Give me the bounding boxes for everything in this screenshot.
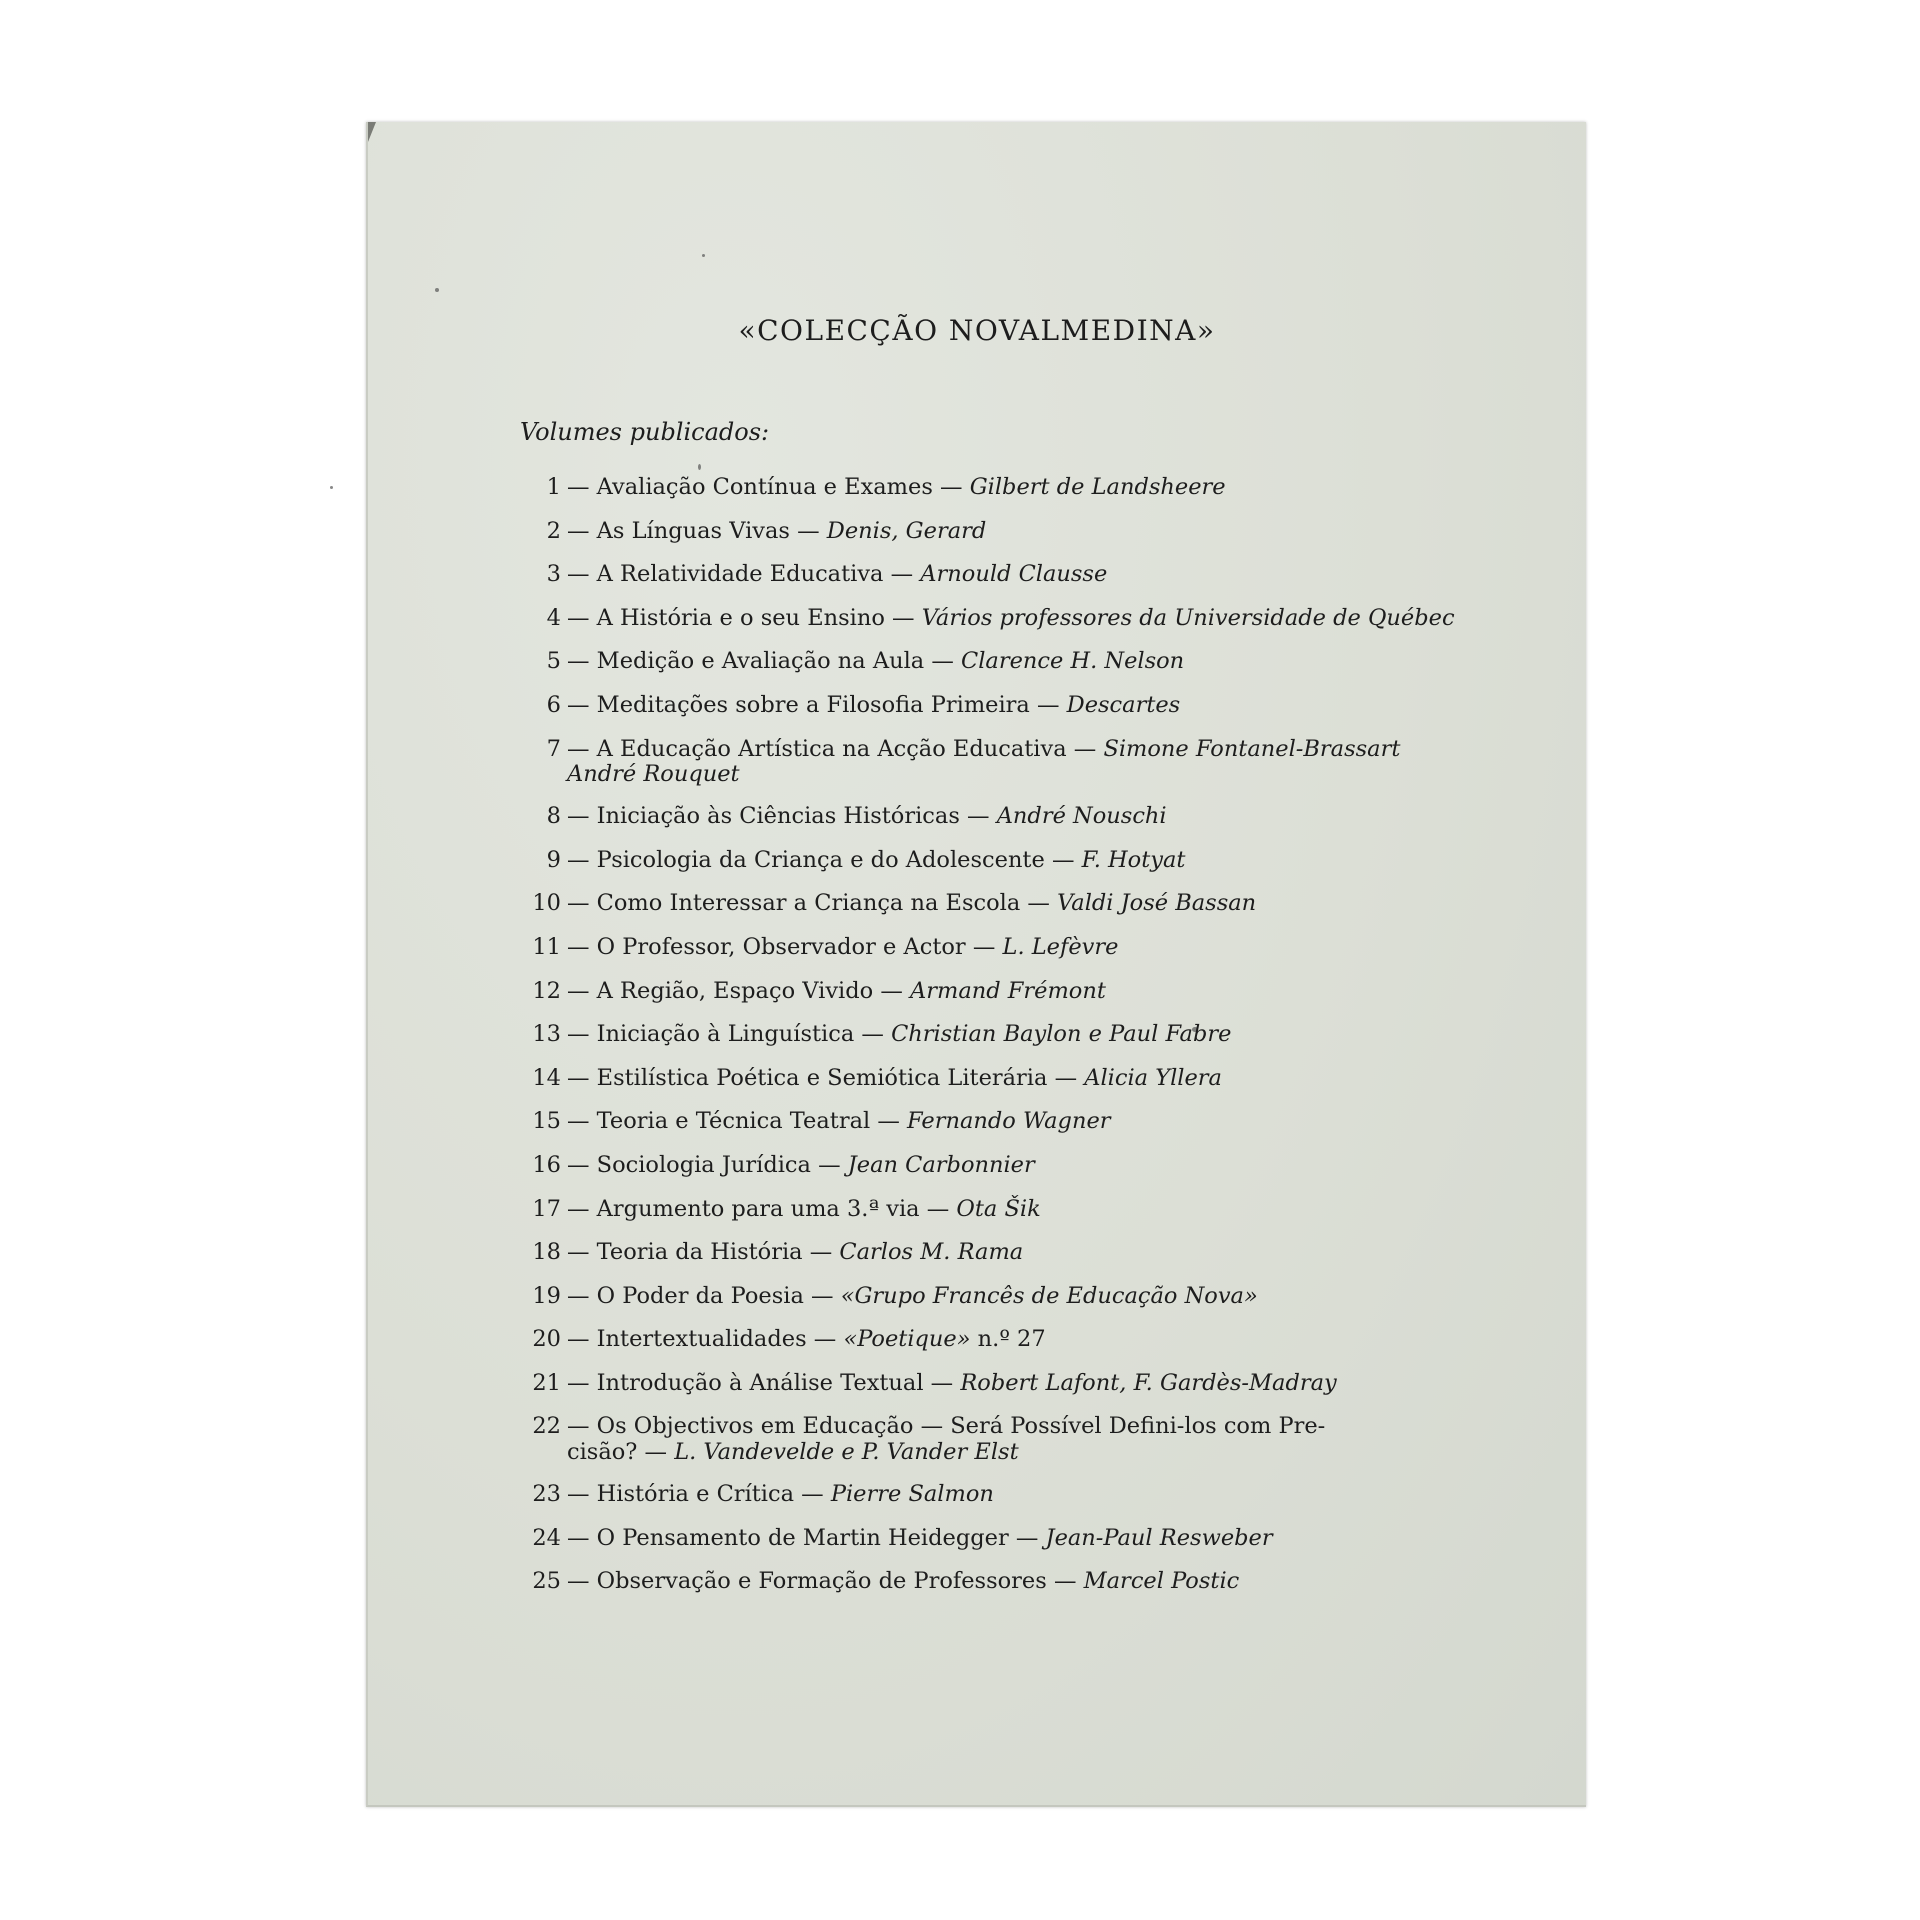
paper-speck [702, 254, 705, 257]
volume-title: O Professor, Observador e Actor [596, 933, 966, 960]
volume-title: Sociologia Jurídica [596, 1151, 811, 1178]
paper-speck [330, 486, 333, 489]
volume-author: Marcel Postic [1083, 1568, 1240, 1595]
volume-title: O Pensamento de Martin Heidegger [596, 1524, 1009, 1551]
volume-author: F. Hotyat [1081, 846, 1186, 873]
volume-author: Alicia Yllera [1084, 1064, 1222, 1091]
volume-title: Os Objectivos em Educação — Será Possível Defini-los com Pre- [596, 1413, 1326, 1440]
volume-author: Pierre Salmon [830, 1481, 994, 1508]
volume-number: 9 [546, 846, 561, 873]
volume-number: 16 [532, 1151, 561, 1178]
list-item: 22 — Os Objectivos em Educação — Será Possível Defini-los com Pre- cisão? — L. Vandevelde e P. Vander Elst [515, 1405, 1415, 1473]
volume-number: 25 [532, 1568, 561, 1595]
volume-author: L. Vandevelde e P. Vander Elst [674, 1439, 1019, 1466]
volume-title: Psicologia da Criança e do Adolescente [596, 846, 1045, 873]
volume-title: Observação e Formação de Professores [596, 1568, 1047, 1595]
list-item: 11 — O Professor, Observador e Actor — L. Lefèvre [515, 926, 1415, 970]
list-item: 19 — O Poder da Poesia — «Grupo Francês de Educação Nova» [515, 1275, 1415, 1319]
volume-author: Armand Frémont [909, 977, 1106, 1004]
book-back-cover [366, 122, 1586, 1807]
volume-number: 19 [532, 1282, 561, 1309]
volume-number: 18 [532, 1239, 561, 1266]
list-item: 15 — Teoria e Técnica Teatral — Fernando Wagner [515, 1100, 1415, 1144]
volume-number: 23 [532, 1481, 561, 1508]
volume-number: 6 [546, 691, 561, 718]
volume-title: Medição e Avaliação na Aula [596, 648, 925, 675]
volume-title: As Línguas Vivas [596, 517, 790, 544]
volume-number: 17 [532, 1195, 561, 1222]
volume-author: L. Lefèvre [1002, 933, 1119, 960]
volume-title: Argumento para uma 3.ª via [596, 1195, 920, 1222]
volume-number: 4 [546, 604, 561, 631]
volume-number: 14 [532, 1064, 561, 1091]
list-item: 13 — Iniciação à Linguística — Christian Baylon e Paul Fabre [515, 1013, 1415, 1057]
volume-author: Simone Fontanel-Brassart [1103, 735, 1401, 762]
volume-title: Intertextualidades [596, 1326, 807, 1353]
volume-author: Jean Carbonnier [847, 1151, 1035, 1178]
volume-title: Avaliação Contínua e Exames [596, 474, 933, 500]
volume-number: 13 [532, 1021, 561, 1048]
volume-title-end: cisão? [567, 1439, 638, 1466]
volume-title: Estilística Poética e Semiótica Literária [596, 1064, 1048, 1091]
volume-number: 8 [546, 803, 561, 830]
list-item: 18 — Teoria da História — Carlos M. Rama [515, 1231, 1415, 1275]
volume-number: 22 [532, 1413, 561, 1440]
volume-author-continued: André Rouquet [567, 761, 740, 788]
volume-author: Fernando Wagner [907, 1108, 1111, 1135]
volume-author: Carlos M. Rama [839, 1239, 1024, 1266]
list-item: 7 — A Educação Artística na Acção Educativa — Simone Fontanel-Brassart André Rouquet [515, 728, 1415, 796]
volume-author: «Poetique» [843, 1326, 971, 1353]
list-item: 3 — A Relatividade Educativa — Arnould Clausse [515, 553, 1415, 597]
list-item: 2 — As Línguas Vivas — Denis, Gerard [515, 510, 1415, 554]
volume-author: Clarence H. Nelson [961, 648, 1185, 675]
list-item: 12 — A Região, Espaço Vivido — Armand Frémont [515, 970, 1415, 1014]
list-item: 8 — Iniciação às Ciências Históricas — André Nouschi [515, 795, 1415, 839]
volume-title: O Poder da Poesia [596, 1282, 804, 1309]
list-item: 1 — Avaliação Contínua e Exames — Gilbert de Landsheere [515, 466, 1415, 510]
volume-author: Arnould Clausse [920, 561, 1108, 588]
list-item: 16 — Sociologia Jurídica — Jean Carbonnier [515, 1144, 1415, 1188]
volume-author: Gilbert de Landsheere [969, 474, 1226, 500]
list-item: 24 — O Pensamento de Martin Heidegger — Jean-Paul Resweber [515, 1517, 1415, 1561]
volume-title: Iniciação às Ciências Históricas [596, 803, 960, 830]
list-item: 25 — Observação e Formação de Professores — Marcel Postic [515, 1560, 1415, 1604]
volume-title: Teoria e Técnica Teatral [596, 1108, 871, 1135]
volume-author: Christian Baylon e Paul Fabre [891, 1021, 1232, 1048]
volume-title: A História e o seu Ensino [596, 604, 885, 631]
volume-number: 12 [532, 977, 561, 1004]
volume-title-continued: cisão? — L. Vandevelde e P. Vander Elst [567, 1439, 1019, 1466]
volume-number: 15 [532, 1108, 561, 1135]
volume-number: 10 [532, 890, 561, 917]
volume-issue: n.º 27 [977, 1326, 1046, 1353]
collection-title: «COLECÇÃO NOVALMEDINA» [738, 314, 1216, 347]
volume-title: Meditações sobre a Filosofia Primeira [596, 691, 1030, 718]
volume-number: 2 [546, 517, 561, 544]
volume-title: A Educação Artística na Acção Educativa [596, 735, 1067, 762]
volume-title: Como Interessar a Criança na Escola [596, 890, 1021, 917]
volume-author: André Nouschi [996, 803, 1167, 830]
volume-title: Teoria da História [596, 1239, 803, 1266]
volume-author: Valdi José Bassan [1057, 890, 1257, 917]
published-volumes-heading: Volumes publicados: [520, 418, 770, 446]
paper-speck [435, 288, 439, 292]
volume-title: Iniciação à Linguística [596, 1021, 855, 1048]
volume-title: História e Crítica [596, 1481, 795, 1508]
volume-number: 5 [546, 648, 561, 675]
list-item: 4 — A História e o seu Ensino — Vários professores da Universidade de Québec [515, 597, 1415, 641]
volume-author: «Grupo Francês de Educação Nova» [840, 1282, 1258, 1309]
list-item: 21 — Introdução à Análise Textual — Robert Lafont, F. Gardès-Madray [515, 1362, 1415, 1406]
list-item: 6 — Meditações sobre a Filosofia Primeira — Descartes [515, 684, 1415, 728]
volume-number: 3 [546, 561, 561, 588]
volume-number: 1 [546, 474, 561, 500]
volume-author: Robert Lafont, F. Gardès-Madray [960, 1369, 1337, 1396]
volume-number: 20 [532, 1326, 561, 1353]
volume-author: Denis, Gerard [826, 517, 987, 544]
volume-title: A Região, Espaço Vivido [596, 977, 874, 1004]
volume-title: A Relatividade Educativa [596, 561, 884, 588]
list-item: 14 — Estilística Poética e Semiótica Literária — Alicia Yllera [515, 1057, 1415, 1101]
volume-author: Descartes [1066, 691, 1181, 718]
list-item: 5 — Medição e Avaliação na Aula — Clarence H. Nelson [515, 640, 1415, 684]
volume-author: Ota Šik [956, 1195, 1041, 1222]
volume-author: Vários professores da Universidade de Québec [921, 604, 1455, 631]
list-item: 9 — Psicologia da Criança e do Adolescente — F. Hotyat [515, 839, 1415, 883]
volume-list [515, 466, 1455, 1604]
list-item: 10 — Como Interessar a Criança na Escola — Valdi José Bassan [515, 882, 1415, 926]
volume-title: Introdução à Análise Textual [596, 1369, 924, 1396]
list-item: 20 — Intertextualidades — «Poetique» n.º 27 [515, 1318, 1415, 1362]
list-item: 17 — Argumento para uma 3.ª via — Ota Šik [515, 1188, 1415, 1232]
volume-author: Jean-Paul Resweber [1045, 1524, 1273, 1551]
volume-number: 7 [546, 735, 561, 762]
list-item: 23 — História e Crítica — Pierre Salmon [515, 1473, 1415, 1517]
volume-number: 11 [532, 933, 561, 960]
volume-number: 24 [532, 1524, 561, 1551]
volume-number: 21 [532, 1369, 561, 1396]
